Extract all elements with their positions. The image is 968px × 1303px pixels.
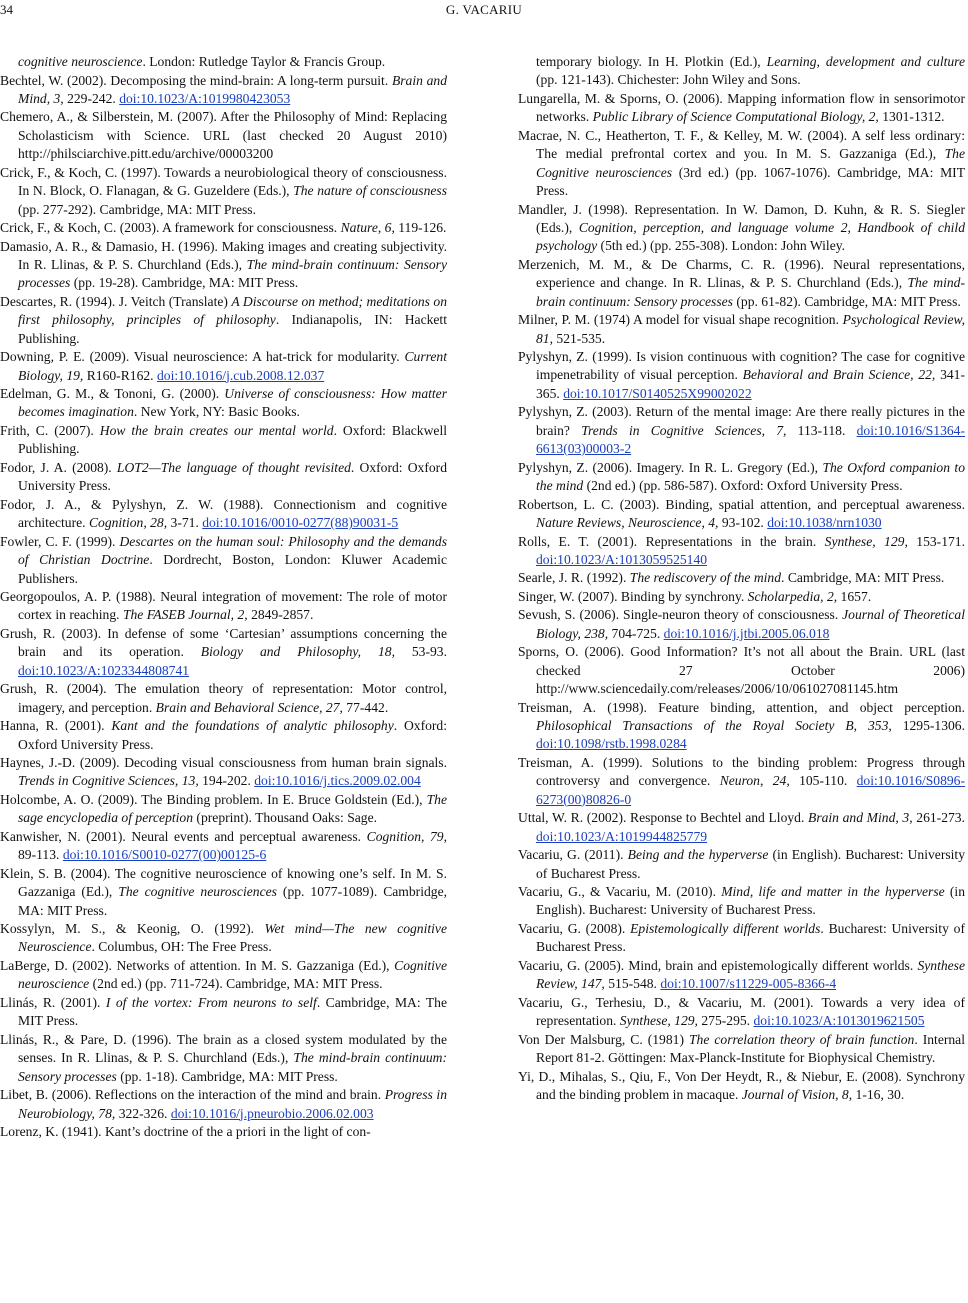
reference-text: Kanwisher, N. (2001). Neural events and perceptual awareness.: [0, 828, 367, 844]
reference-text: Holcombe, A. O. (2009). The Binding problem. In E. Bruce Goldstein (Ed.),: [0, 791, 427, 807]
reference-text: Vacariu, G., & Vacariu, M. (2010).: [518, 884, 722, 900]
reference-text: . Oxford: Blackwell Publishing.: [18, 422, 447, 457]
reference-text: Fodor, J. A. (2008).: [0, 459, 117, 475]
reference-entry: [518, 846, 965, 883]
reference-text: Bechtel, W. (2002). Decomposing the mind-brain: A long-term pursuit.: [0, 72, 392, 88]
italic-title: Philosophical Transactions of the Royal Society B: [536, 718, 854, 734]
reference-text: Libet, B. (2006). Reflections on the interaction of the mind and brain.: [0, 1087, 385, 1103]
reference-text: . London: Rutledge Taylor & Francis Group.: [142, 54, 386, 69]
italic-title: Cognition, 28,: [88, 515, 168, 531]
italic-title: Journal of Vision, 8,: [741, 1087, 853, 1102]
reference-entry: [0, 588, 447, 625]
reference-entry: [518, 994, 965, 1031]
reference-text: Merzenich, M. M., & De Charms, C. R. (1996). Neural representations, experience and change. In R. Llinas, & P. S. Churchland (Eds.),: [518, 256, 965, 291]
reference-text: Descartes, R. (1994). J. Veitch (Translate): [0, 293, 232, 309]
reference-entry: [0, 385, 447, 422]
reference-text: Vacariu, G. (2011).: [518, 847, 628, 863]
reference-text: Treisman, A. (1999). Solutions to the binding problem: Progress through controversy and convergence.: [518, 754, 965, 789]
reference-entry: [0, 164, 447, 219]
italic-title: cognitive neuroscience: [18, 54, 143, 69]
page-number: 34: [0, 2, 13, 17]
reference-entry: [0, 717, 447, 754]
italic-title: The mind-brain continuum: Sensory processes: [18, 1050, 448, 1084]
reference-text: Grush, R. (2004). The emulation theory of representation: Motor control, imagery, and perception.: [0, 681, 447, 715]
italic-title: Synthese, 129,: [824, 533, 908, 549]
doi-link[interactable]: doi:10.1017/S0140525X99002022: [563, 385, 752, 401]
reference-text: 341-365.: [536, 367, 965, 401]
reference-text: Frith, C. (2007).: [0, 422, 100, 438]
reference-text: Treisman, A. (1998). Feature binding, attention, and object perception.: [518, 699, 965, 715]
reference-text: . Dordrecht, Boston, London: Kluwer Academic Publishers.: [18, 552, 447, 586]
reference-text: Haynes, J.-D. (2009). Decoding visual consciousness from human brain signals.: [0, 755, 447, 771]
italic-title: 24,: [772, 773, 790, 789]
reference-text: 229-242.: [63, 90, 120, 106]
italic-title: 353,: [867, 718, 892, 734]
reference-text: . Oxford: Oxford University Press.: [18, 718, 447, 752]
reference-text: ,: [853, 718, 868, 734]
doi-link[interactable]: doi:10.1016/0010-0277(88)90031-5: [202, 515, 399, 531]
reference-text: (pp. 1077-1089). Cambridge, MA: MIT Press.: [18, 884, 448, 918]
italic-title: A Discourse on method; meditations on first philosophy, principles of philosophy: [18, 293, 448, 328]
reference-entry: [518, 533, 965, 570]
reference-text: 89-113.: [18, 847, 63, 863]
italic-title: Public Library of Science Computational Biology, 2,: [592, 109, 879, 125]
reference-entry: [0, 496, 447, 533]
reference-text: Lungarella, M. & Sporns, O. (2006). Mapping information flow in sensorimotor networks.: [518, 90, 965, 125]
reference-text: Grush, R. (2003). In defense of some ‘Cartesian’ assumptions concerning the brain and its operation.: [0, 625, 447, 660]
reference-entry: [0, 791, 447, 828]
reference-text: 521-535.: [553, 330, 606, 346]
reference-text: 704-725.: [608, 625, 664, 641]
italic-title: Biology and Philosophy, 18,: [200, 644, 395, 660]
reference-entry: [0, 533, 447, 588]
reference-text: Vacariu, G. (2008).: [518, 920, 631, 936]
doi-link[interactable]: doi:10.1023/A:1019944825779: [536, 828, 708, 844]
reference-text: 53-93.: [394, 644, 447, 660]
reference-entry: [518, 1068, 965, 1105]
italic-title: Journal of Theoretical Biology, 238,: [536, 607, 965, 641]
reference-text: 153-171.: [907, 533, 965, 549]
reference-text: Milner, P. M. (1974) A model for visual shape recognition.: [518, 312, 843, 328]
reference-entry: [518, 496, 965, 533]
italic-title: The nature of consciousness: [293, 183, 447, 199]
reference-text: 105-110.: [789, 773, 857, 789]
reference-entry: [0, 828, 447, 865]
italic-title: The mind-brain continuum: Sensory processes: [536, 275, 965, 309]
italic-title: The rediscovery of the mind: [629, 570, 782, 586]
reference-text: Crick, F., & Koch, C. (1997). Towards a neurobiological theory of consciousness. In N. Block, O. Flanagan, & G. Guzeldere (Eds.),: [0, 164, 447, 199]
reference-text: Fowler, C. F. (1999).: [0, 533, 120, 549]
reference-text: 261-273.: [912, 810, 966, 826]
doi-link[interactable]: doi:10.1098/rstb.1998.0284: [536, 736, 687, 752]
reference-text: . Indianapolis, IN: Hackett Publishing.: [18, 312, 447, 346]
doi-link[interactable]: doi:10.1016/S0896-6273(00)80826-0: [536, 773, 966, 807]
references-right-column: [518, 53, 965, 1105]
reference-entry: [0, 348, 447, 385]
italic-title: The mind-brain continuum: Sensory processes: [18, 256, 448, 291]
reference-text: Lorenz, K. (1941). Kant’s doctrine of the a priori in the light of con-: [0, 1124, 371, 1139]
doi-link[interactable]: doi:10.1016/j.tics.2009.02.004: [254, 773, 421, 789]
reference-text: Sevush, S. (2006). Single-neuron theory of consciousness.: [518, 607, 843, 623]
reference-text: 2849-2857.: [247, 607, 314, 623]
reference-entry: [518, 459, 965, 496]
reference-text: Downing, P. E. (2009). Visual neuroscience: A hat-trick for modularity.: [0, 349, 405, 365]
reference-text: . Cambridge, MA: MIT Press.: [781, 570, 945, 586]
reference-entry: [0, 108, 447, 163]
italic-title: Brain and Mind, 3,: [808, 810, 913, 826]
italic-title: Descartes on the human soul: Philosophy and the demands of Christian Doctrine: [18, 533, 448, 568]
reference-text: 1657.: [837, 588, 872, 604]
italic-title: Cognitive neuroscience: [18, 957, 447, 992]
reference-text: (preprint). Thousand Oaks: Sage.: [193, 810, 378, 826]
italic-title: The Cognitive neurosciences: [536, 146, 965, 180]
reference-text: . Oxford: Oxford University Press.: [18, 459, 447, 494]
reference-text: 1295-1306.: [891, 718, 965, 734]
reference-text: . Bucharest: University of Bucharest Press.: [536, 920, 965, 955]
italic-title: Progress in Neurobiology, 78,: [18, 1087, 447, 1121]
reference-entry: [518, 90, 965, 127]
reference-text: ,: [377, 220, 385, 236]
italic-title: Being and the hyperverse: [627, 847, 769, 863]
page-header: [0, 0, 968, 22]
reference-entry: [518, 920, 965, 957]
reference-text: Singer, W. (2007). Binding by synchrony.: [518, 588, 748, 604]
reference-entry: [0, 865, 447, 920]
doi-link[interactable]: doi:10.1016/S0010-0277(00)00125-6: [62, 847, 267, 863]
reference-text: Georgopoulos, A. P. (1988). Neural integration of movement: The role of motor cortex in reaching.: [0, 589, 447, 623]
reference-entry: [518, 403, 965, 458]
doi-link[interactable]: doi:10.1007/s11229-005-8366-4: [660, 976, 837, 992]
italic-title: Synthese, 129,: [619, 1013, 698, 1029]
reference-text: ,: [759, 773, 773, 789]
reference-continuation: [518, 53, 965, 90]
reference-text: 113-118.: [786, 422, 857, 438]
reference-entry: [0, 994, 447, 1031]
italic-title: Brain and Behavioral Science, 27,: [155, 699, 343, 715]
reference-entry: [518, 127, 965, 201]
reference-text: Llinás, R., & Pare, D. (1996). The brain as a closed system modulated by the senses. In R. Llinas, & P. S. Churchland (Eds.),: [0, 1031, 447, 1066]
reference-entry: [0, 957, 447, 994]
reference-text: . Internal Report 81-2. Göttingen: Max-Planck-Institute for Biophysical Chemistry.: [536, 1031, 965, 1066]
reference-text: Vacariu, G. (2005). Mind, brain and epistemologically different worlds.: [518, 957, 918, 973]
reference-text: (in English). Bucharest: University of Bucharest Press.: [536, 847, 965, 881]
reference-text: Klein, S. B. (2004). The cognitive neuroscience of knowing one’s self. In M. S. Gazzaniga (Ed.),: [0, 865, 447, 900]
reference-text: Robertson, L. C. (2003). Binding, spatial attention, and perceptual awareness.: [518, 496, 965, 512]
reference-text: (pp. 277-292). Cambridge, MA: MIT Press.: [18, 201, 256, 217]
reference-entry: [0, 219, 447, 237]
reference-text: (pp. 61-82). Cambridge, MA: MIT Press.: [732, 293, 961, 309]
reference-entry: [518, 883, 965, 920]
reference-entry: [518, 809, 965, 846]
reference-text: 3-71.: [167, 515, 203, 531]
reference-text: (pp. 1-18). Cambridge, MA: MIT Press.: [116, 1068, 338, 1084]
reference-entry: [0, 680, 447, 717]
reference-text: 515-548.: [604, 976, 661, 992]
italic-title: The correlation theory of brain function: [688, 1031, 915, 1047]
reference-entry: [0, 920, 447, 957]
doi-link[interactable]: doi:10.1023/A:1023344808741: [18, 662, 190, 678]
italic-title: I of the vortex: From neurons to self: [105, 994, 317, 1010]
italic-title: Epistemologically different worlds: [630, 920, 821, 936]
reference-entry: [0, 422, 447, 459]
italic-title: Universe of consciousness: How matter becomes imagination: [18, 386, 447, 420]
italic-title: How the brain creates our mental world: [99, 422, 334, 438]
reference-text: 1-16, 30.: [852, 1087, 905, 1102]
italic-title: Psychological Review, 81,: [536, 312, 965, 346]
italic-title: Nature: [340, 220, 378, 236]
italic-title: Brain and Mind, 3,: [18, 72, 447, 106]
reference-text: Mandler, J. (1998). Representation. In W. Damon, D. Kuhn, & R. S. Siegler (Eds.),: [518, 201, 965, 235]
reference-text: Llinás, R. (2001).: [0, 994, 106, 1010]
reference-text: Rolls, E. T. (2001). Representations in the brain.: [518, 533, 825, 549]
reference-text: Pylyshyn, Z. (1999). Is vision continuous with cognition? The case for cognitive impenetrability of visual perception.: [518, 349, 965, 383]
reference-entry: [0, 238, 447, 293]
doi-link[interactable]: doi:10.1038/nrn1030: [767, 515, 882, 530]
reference-entry: [0, 459, 447, 496]
reference-entry: [0, 1031, 447, 1086]
reference-text: 275-295.: [697, 1013, 754, 1029]
reference-entry: [0, 1123, 447, 1141]
reference-text: Uttal, W. R. (2002). Response to Bechtel and Lloyd.: [518, 810, 809, 826]
reference-text: . Columbus, OH: The Free Press.: [91, 939, 272, 955]
running-head: G. VACARIU: [445, 2, 523, 17]
reference-entry: [518, 348, 965, 403]
doi-link[interactable]: doi:10.1016/j.cub.2008.12.037: [156, 367, 325, 383]
italic-title: Mind, life and matter in the hyperverse: [721, 884, 945, 900]
reference-entry: [518, 311, 965, 348]
reference-text: Chemero, A., & Silberstein, M. (2007). After the Philosophy of Mind: Replacing Scholasticism with Science. URL (last checked 20 August 2010) http://philsciarchive.pitt.edu/archive/00003200: [0, 109, 447, 162]
reference-text: Pylyshyn, Z. (2003). Return of the mental image: Are there really pictures in the brain?: [518, 404, 965, 438]
doi-link[interactable]: doi:10.1023/A:1013059525140: [536, 551, 708, 567]
italic-title: Wet mind—The new cognitive Neuroscience: [18, 921, 447, 955]
reference-entry: [518, 699, 965, 754]
reference-text: R160-R162.: [83, 367, 157, 383]
reference-text: Searle, J. R. (1992).: [518, 570, 630, 586]
reference-text: Macrae, N. C., Heatherton, T. F., & Kelley, M. W. (2004). A self less ordinary: The medial prefrontal cortex and you. In M. S. Gazzaniga (Ed.),: [518, 127, 965, 162]
reference-text: Kossylyn, M. S., & Keonig, O. (1992).: [0, 921, 265, 937]
reference-entry: [518, 957, 965, 994]
reference-text: Vacariu, G., Terhesiu, D., & Vacariu, M. (2001). Towards a very idea of representation.: [518, 994, 965, 1029]
italic-title: Behavioral and Brain Science, 22,: [742, 367, 936, 383]
reference-text: . Cambridge, MA: The MIT Press.: [18, 994, 447, 1029]
reference-entry: [518, 201, 965, 256]
doi-link[interactable]: doi:10.1016/j.jtbi.2005.06.018: [663, 625, 830, 641]
italic-title: 6,: [384, 220, 395, 236]
reference-text: Pylyshyn, Z. (2006). Imagery. In R. L. Gregory (Ed.),: [518, 459, 823, 475]
reference-entry: [0, 754, 447, 791]
italic-title: Neuron: [719, 773, 760, 789]
reference-text: (5th ed.) (pp. 255-308). London: John Wiley.: [597, 238, 846, 254]
italic-title: Cognition, perception, and language volume 2, Handbook of child psychology: [536, 219, 965, 254]
reference-text: (pp. 19-28). Cambridge, MA: MIT Press.: [70, 275, 299, 291]
reference-text: (in English). Bucharest: University of Bucharest Press.: [536, 884, 965, 918]
doi-link[interactable]: doi:10.1016/S1364-6613(03)00003-2: [536, 422, 965, 457]
italic-title: Nature Reviews, Neuroscience, 4,: [536, 515, 719, 530]
reference-text: 77-442.: [342, 699, 389, 715]
reference-entry: [0, 72, 447, 109]
doi-link[interactable]: doi:10.1016/j.pneurobio.2006.02.003: [170, 1105, 374, 1121]
reference-entry: [0, 293, 447, 348]
reference-text: LaBerge, D. (2002). Networks of attention. In M. S. Gazzaniga (Ed.),: [0, 957, 395, 973]
reference-entry: [518, 643, 965, 698]
reference-entry: [518, 606, 965, 643]
reference-text: 194-202.: [198, 773, 255, 789]
reference-entry: [518, 588, 965, 606]
italic-title: The sage encyclopedia of perception: [18, 791, 447, 826]
reference-entry: [518, 754, 965, 809]
italic-title: The cognitive neurosciences: [118, 884, 277, 900]
reference-text: 119-126.: [394, 220, 447, 236]
reference-text: temporary biology. In H. Plotkin (Ed.),: [536, 54, 767, 69]
italic-title: Synthese Review, 147,: [536, 957, 965, 992]
reference-text: Yi, D., Mihalas, S., Qiu, F., Von Der Heydt, R., & Niebur, E. (2008). Synchrony and the binding problem in macaque.: [518, 1068, 965, 1102]
reference-text: 93-102.: [718, 515, 768, 530]
reference-entry: [518, 569, 965, 587]
references-left-column: [0, 53, 447, 1142]
italic-title: Learning, development and culture: [766, 54, 965, 69]
reference-text: 322-326.: [115, 1105, 171, 1121]
reference-text: Von Der Malsburg, C. (1981): [518, 1031, 689, 1047]
reference-continuation: [0, 53, 447, 71]
italic-title: Current Biology, 19,: [18, 349, 447, 383]
italic-title: The FASEB Journal, 2,: [122, 607, 248, 623]
reference-text: Damasio, A. R., & Damasio, H. (1996). Making images and creating subjectivity. In R. Llinas, & P. S. Churchland (Eds.),: [0, 238, 447, 272]
reference-entry: [518, 1031, 965, 1068]
reference-text: 1301-1312.: [878, 109, 945, 125]
reference-text: Hanna, R. (2001).: [0, 718, 112, 734]
reference-text: Crick, F., & Koch, C. (2003). A framework for consciousness.: [0, 220, 341, 236]
italic-title: LOT2—The language of thought revisited: [116, 459, 351, 475]
italic-title: Kant and the foundations of analytic philosophy: [111, 718, 394, 734]
reference-text: Sporns, O. (2006). Good Information? It’s not all about the Brain. URL (last checked 27 October 2006) http://www.sciencedaily.com/releases/2006/10/061027081145.htm: [518, 644, 965, 697]
doi-link[interactable]: doi:10.1023/A:1019980423053: [119, 90, 291, 106]
reference-text: (2nd ed.) (pp. 711-724). Cambridge, MA: MIT Press.: [89, 976, 383, 992]
reference-text: (2nd ed.) (pp. 586-587). Oxford: Oxford University Press.: [583, 478, 903, 494]
reference-text: Edelman, G. M., & Tononi, G. (2000).: [0, 386, 225, 402]
reference-entry: [518, 256, 965, 311]
reference-text: . New York, NY: Basic Books.: [133, 404, 300, 420]
reference-entry: [0, 1086, 447, 1123]
doi-link[interactable]: doi:10.1023/A:1013019621505: [753, 1013, 925, 1029]
italic-title: Trends in Cognitive Sciences, 13,: [18, 773, 199, 789]
italic-title: The Oxford companion to the mind: [536, 459, 965, 494]
reference-text: Fodor, J. A., & Pylyshyn, Z. W. (1988). Connectionism and cognitive architecture.: [0, 496, 447, 531]
reference-text: (3rd ed.) (pp. 1067-1076). Cambridge, MA: MIT Press.: [536, 164, 965, 199]
italic-title: Cognition, 79,: [366, 828, 448, 844]
italic-title: Scholarpedia, 2,: [747, 588, 838, 604]
reference-entry: [0, 625, 447, 680]
italic-title: Trends in Cognitive Sciences, 7,: [581, 422, 787, 438]
reference-text: (pp. 121-143). Chichester: John Wiley and Sons.: [536, 72, 801, 88]
